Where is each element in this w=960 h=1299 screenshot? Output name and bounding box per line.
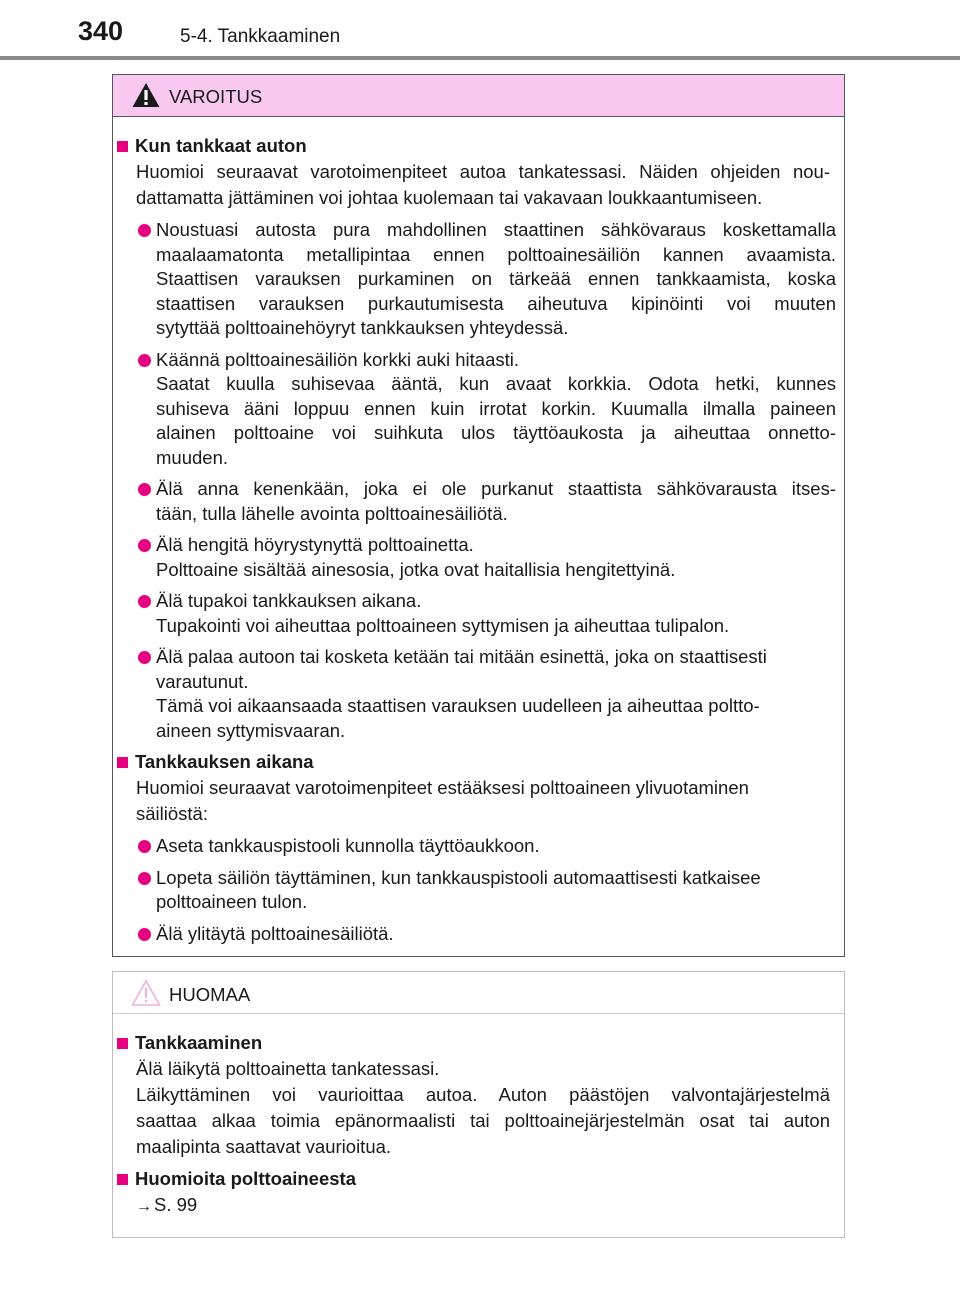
- arrow-right-icon: →: [136, 1198, 152, 1215]
- round-bullet-icon: [138, 872, 151, 885]
- list-item: Älä tupakoi tankkauksen aikana. Tupakointi voi aiheuttaa polttoaineen syttymisen ja aiheuttaa tulipalon.: [113, 589, 844, 638]
- list-item: Lopeta säiliön täyttäminen, kun tankkauspistooli automaattisesti katkaisee polttoaineen tulon.: [113, 866, 844, 915]
- section-heading: Huomioita polttoaineesta: [113, 1166, 844, 1192]
- list-item: Älä palaa autoon tai kosketa ketään tai mitään esinettä, joka on staattisesti varautunut. Tämä voi aikaansaada staattisen varauksen uudelleen ja aiheuttaa poltto- aineen syttymisvaaran.: [113, 645, 844, 743]
- section-text: Huomioi seuraavat varotoimenpiteet estääksesi polttoaineen ylivuotaminen säiliöstä:: [136, 777, 749, 824]
- round-bullet-icon: [138, 224, 151, 237]
- square-bullet-icon: [117, 141, 128, 152]
- notice-header: [113, 972, 844, 1014]
- list-item: Aseta tankkauspistooli kunnolla täyttöaukkoon.: [113, 834, 844, 859]
- square-bullet-icon: [117, 757, 128, 768]
- list-item: Älä anna kenenkään, joka ei ole purkanut staattista sähkövarausta itses- tään, tulla lähelle avointa polttoainesäiliötä.: [113, 477, 844, 526]
- section-heading: Kun tankkaat auton: [113, 133, 844, 159]
- page-number: 340: [78, 16, 124, 46]
- round-bullet-icon: [138, 483, 151, 496]
- round-bullet-icon: [138, 539, 151, 552]
- section-text: Huomioi seuraavat varotoimenpiteet autoa tankatessasi. Näiden ohjeiden nou- dattamatta jättäminen voi johtaa kuolemaan tai vakavaan loukkaantumiseen.: [136, 161, 830, 208]
- notice-body: [113, 1030, 844, 1226]
- round-bullet-icon: [138, 928, 151, 941]
- warning-body: [113, 133, 844, 952]
- list-item: Käännä polttoainesäiliön korkki auki hitaasti. Saatat kuulla suhisevaa ääntä, kun avaat korkkia. Odota hetki, kunnes suhiseva ääni loppuu ennen kuin irrotat korkin. Kuumalla ilmalla paineen alainen polttoaine voi suihkuta ulos täyttöaukosta ja aiheuttaa onnetto- muuden.: [113, 348, 844, 471]
- section-text: Älä läikytä polttoainetta tankatessasi. Läikyttäminen voi vaurioittaa autoa. Auton päästöjen valvontajärjestelmä saattaa alkaa toimia epänormaalisti tai polttoainejärjestelmän osat tai auton maalipinta saattavat vaurioitua.: [136, 1058, 830, 1157]
- notice-section-fuel-info: [113, 1166, 844, 1220]
- warning-label: VAROITUS: [169, 86, 263, 107]
- warning-section-refueling: [113, 133, 844, 743]
- page-header: [0, 0, 960, 62]
- notice-section-refueling: [113, 1030, 844, 1160]
- page-reference-link[interactable]: → S. 99: [136, 1194, 198, 1215]
- square-bullet-icon: [117, 1038, 128, 1049]
- list-item: Älä hengitä höyrystynyttä polttoainetta. Polttoaine sisältää ainesosia, jotka ovat haitallisia hengitettyinä.: [113, 533, 844, 582]
- notice-box: [112, 971, 845, 1238]
- round-bullet-icon: [138, 354, 151, 367]
- warning-section-during-refueling: [113, 749, 844, 946]
- round-bullet-icon: [138, 840, 151, 853]
- square-bullet-icon: [117, 1174, 128, 1185]
- notice-label: HUOMAA: [169, 984, 251, 1005]
- section-title: 5-4. Tankkaaminen: [180, 26, 341, 47]
- list-item: Älä ylitäytä polttoainesäiliötä.: [113, 922, 844, 947]
- section-heading: Tankkaaminen: [113, 1030, 844, 1056]
- warning-box: [112, 74, 845, 957]
- caution-triangle-icon: [131, 979, 161, 1007]
- list-item: Noustuasi autosta pura mahdollinen staattinen sähkövaraus koskettamalla maalaamatonta metallipintaa ennen polttoainesäiliön kannen avaamista. Staattisen varauksen purkaminen on tärkeää ennen tankkaamista, koska staattisen varauksen purkautumisesta aiheutuva kipinöinti voi muuten sytyttää polttoainehöyryt tankkauksen yhteydessä.: [113, 218, 844, 341]
- warning-header: [113, 75, 844, 117]
- round-bullet-icon: [138, 595, 151, 608]
- round-bullet-icon: [138, 651, 151, 664]
- warning-triangle-icon: [131, 81, 161, 109]
- section-heading: Tankkauksen aikana: [113, 749, 844, 775]
- header-rule: [0, 56, 960, 60]
